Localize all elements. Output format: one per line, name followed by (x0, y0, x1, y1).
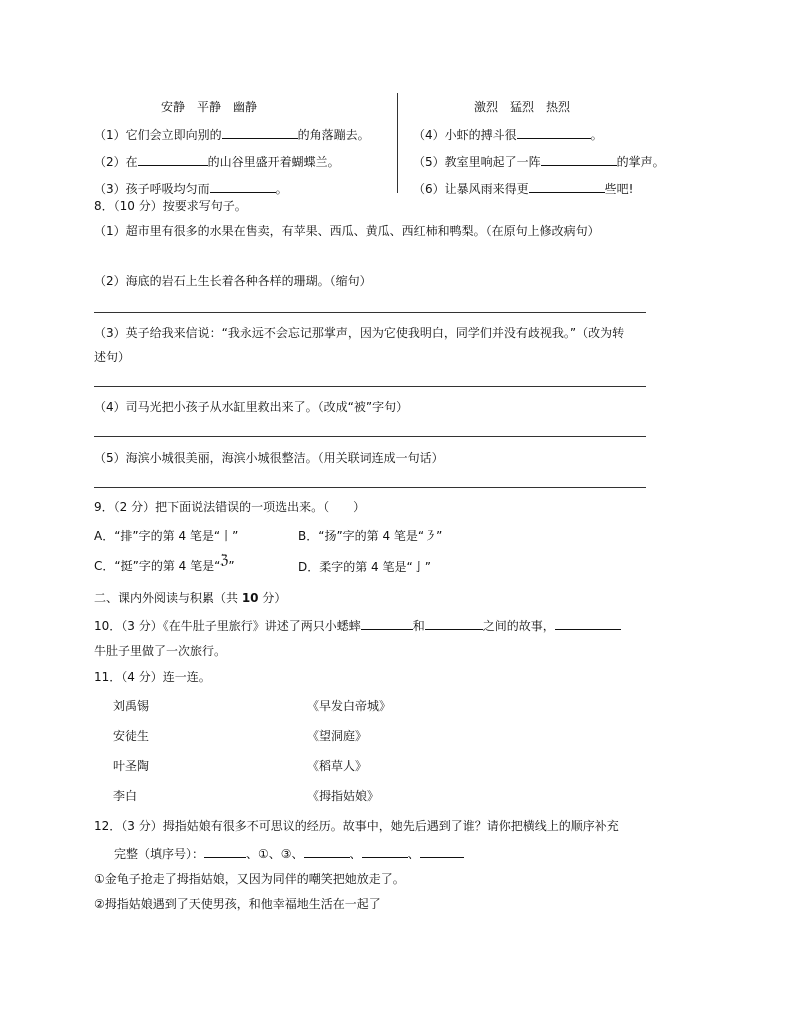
fill-item-6-post: 些吧! (604, 182, 634, 196)
fill-item-2-post: 的山谷里盛开着蝴蝶兰。 (207, 155, 340, 169)
question-12-text-b: 、①、③、 (246, 847, 304, 861)
section-2-suffix: 分） (258, 591, 287, 605)
question-10-text-c: 之间的故事， (482, 619, 555, 633)
author-item[interactable]: 安徒生 (113, 729, 150, 743)
question-8-item-4: （4）司马光把小孩子从水缸里救出来了。（改成“被”字句） (94, 400, 409, 414)
answer-blank[interactable] (138, 152, 208, 166)
option-b[interactable]: B．“扬”字的第 4 笔是“㇋” (298, 529, 443, 543)
fill-item-5-post: 的掌声。 (616, 155, 665, 169)
option-c-close: ” (228, 559, 235, 573)
answer-blank[interactable] (420, 844, 464, 858)
option-d[interactable]: D．柔字的第 4 笔是“亅” (298, 560, 431, 574)
fill-item-6-pre: （6）让暴风雨来得更 (413, 182, 529, 196)
fill-item-1-post: 的角落蹦去。 (297, 128, 370, 142)
answer-blank[interactable] (222, 125, 298, 139)
work-item[interactable]: 《望洞庭》 (307, 729, 368, 743)
answer-blank[interactable] (529, 179, 605, 193)
question-12-text-d: 、 (407, 847, 420, 861)
option-c[interactable] (94, 553, 235, 574)
right-word-bank: 激烈 猛烈 热烈 (474, 100, 571, 114)
author-item[interactable]: 叶圣陶 (113, 759, 150, 773)
fill-item-2 (94, 152, 340, 170)
answer-blank[interactable] (362, 844, 408, 858)
fill-item-1-pre: （1）它们会立即向别的 (94, 128, 222, 142)
work-item[interactable]: 《拇指姑娘》 (307, 789, 380, 803)
fill-item-3-post: 。 (275, 182, 288, 196)
fill-item-4-post: 。 (590, 128, 603, 142)
question-12-item-1: ①金龟子抢走了拇指姑娘，又因为同伴的嘲笑把她放走了。 (94, 872, 405, 886)
work-item[interactable]: 《稻草人》 (307, 759, 368, 773)
fill-item-1 (94, 125, 370, 143)
answer-line[interactable] (94, 436, 646, 437)
question-12-text-c: 、 (349, 847, 362, 861)
question-11-title: 11．（4 分）连一连。 (94, 670, 211, 684)
answer-line[interactable] (94, 487, 646, 488)
fill-item-5-pre: （5）教室里响起了一阵 (413, 155, 541, 169)
question-9-title: 9．（2 分）把下面说法错误的一项选出来。（ ） (94, 500, 366, 514)
answer-blank[interactable] (304, 844, 350, 858)
answer-line[interactable] (94, 386, 646, 387)
left-word-bank: 安静 平静 幽静 (161, 100, 258, 114)
answer-blank[interactable] (541, 152, 617, 166)
question-10-line-1 (94, 616, 621, 634)
question-8-title: 8．（10 分）按要求写句子。 (94, 199, 247, 213)
section-2-prefix: 二、课内外阅读与积累（共 (94, 591, 242, 605)
answer-blank[interactable] (361, 616, 413, 630)
option-a[interactable]: A．“排”字的第 4 笔是“丨” (94, 529, 239, 543)
fill-item-5 (413, 152, 665, 170)
answer-blank[interactable] (204, 844, 246, 858)
question-10-text-a: 10．（3 分）《在牛肚子里旅行》讲述了两只小蟋蟀 (94, 619, 361, 633)
fill-item-2-pre: （2）在 (94, 155, 138, 169)
work-item[interactable]: 《早发白帝城》 (307, 699, 392, 713)
question-12-line-1: 12．（3 分）拇指姑娘有很多不可思议的经历。故事中，她先后遇到了谁？请你把横线上的顺序补充 (94, 819, 619, 833)
fill-item-3 (94, 179, 288, 197)
fill-item-6 (413, 179, 633, 197)
option-c-text: C．“挺”字的第 4 笔是“ (94, 559, 221, 573)
question-10-text-b: 和 (412, 619, 425, 633)
question-8-item-5: （5）海滨小城很美丽，海滨小城很整洁。（用关联词连成一句话） (94, 451, 444, 465)
question-12-text-a: 完整（填序号）： (114, 847, 205, 861)
section-2-heading (94, 589, 286, 606)
answer-line[interactable] (94, 312, 646, 313)
author-item[interactable]: 李白 (113, 789, 138, 803)
question-8-item-3-cont: 述句） (94, 350, 131, 364)
fill-item-4-pre: （4）小虾的搏斗很 (413, 128, 517, 142)
author-item[interactable]: 刘禹锡 (113, 699, 150, 713)
question-10-line-2: 牛肚子里做了一次旅行。 (94, 644, 227, 658)
answer-blank[interactable] (210, 179, 276, 193)
question-8-item-1: （1）超市里有很多的水果在售卖，有苹果、西瓜、黄瓜、西红柿和鸭梨。（在原句上修改病句） (94, 224, 600, 238)
fill-item-3-pre: （3）孩子呼吸均匀而 (94, 182, 210, 196)
answer-blank[interactable] (517, 125, 591, 139)
section-2-score: 10 (241, 591, 259, 605)
question-12-line-2 (114, 844, 464, 862)
question-8-item-3: （3）英子给我来信说：“我永远不会忘记那掌声，因为它使我明白，同学们并没有歧视我。”（改为转 (94, 326, 625, 340)
question-12-item-2: ②拇指姑娘遇到了天使男孩，和他幸福地生活在一起了 (94, 897, 381, 911)
column-divider (397, 93, 398, 193)
answer-blank[interactable] (555, 616, 621, 630)
question-8-item-2: （2）海底的岩石上生长着各种各样的珊瑚。（缩句） (94, 274, 372, 288)
fill-item-4 (413, 125, 603, 143)
stroke-glyph: ℨ (220, 553, 229, 568)
answer-blank[interactable] (425, 616, 483, 630)
